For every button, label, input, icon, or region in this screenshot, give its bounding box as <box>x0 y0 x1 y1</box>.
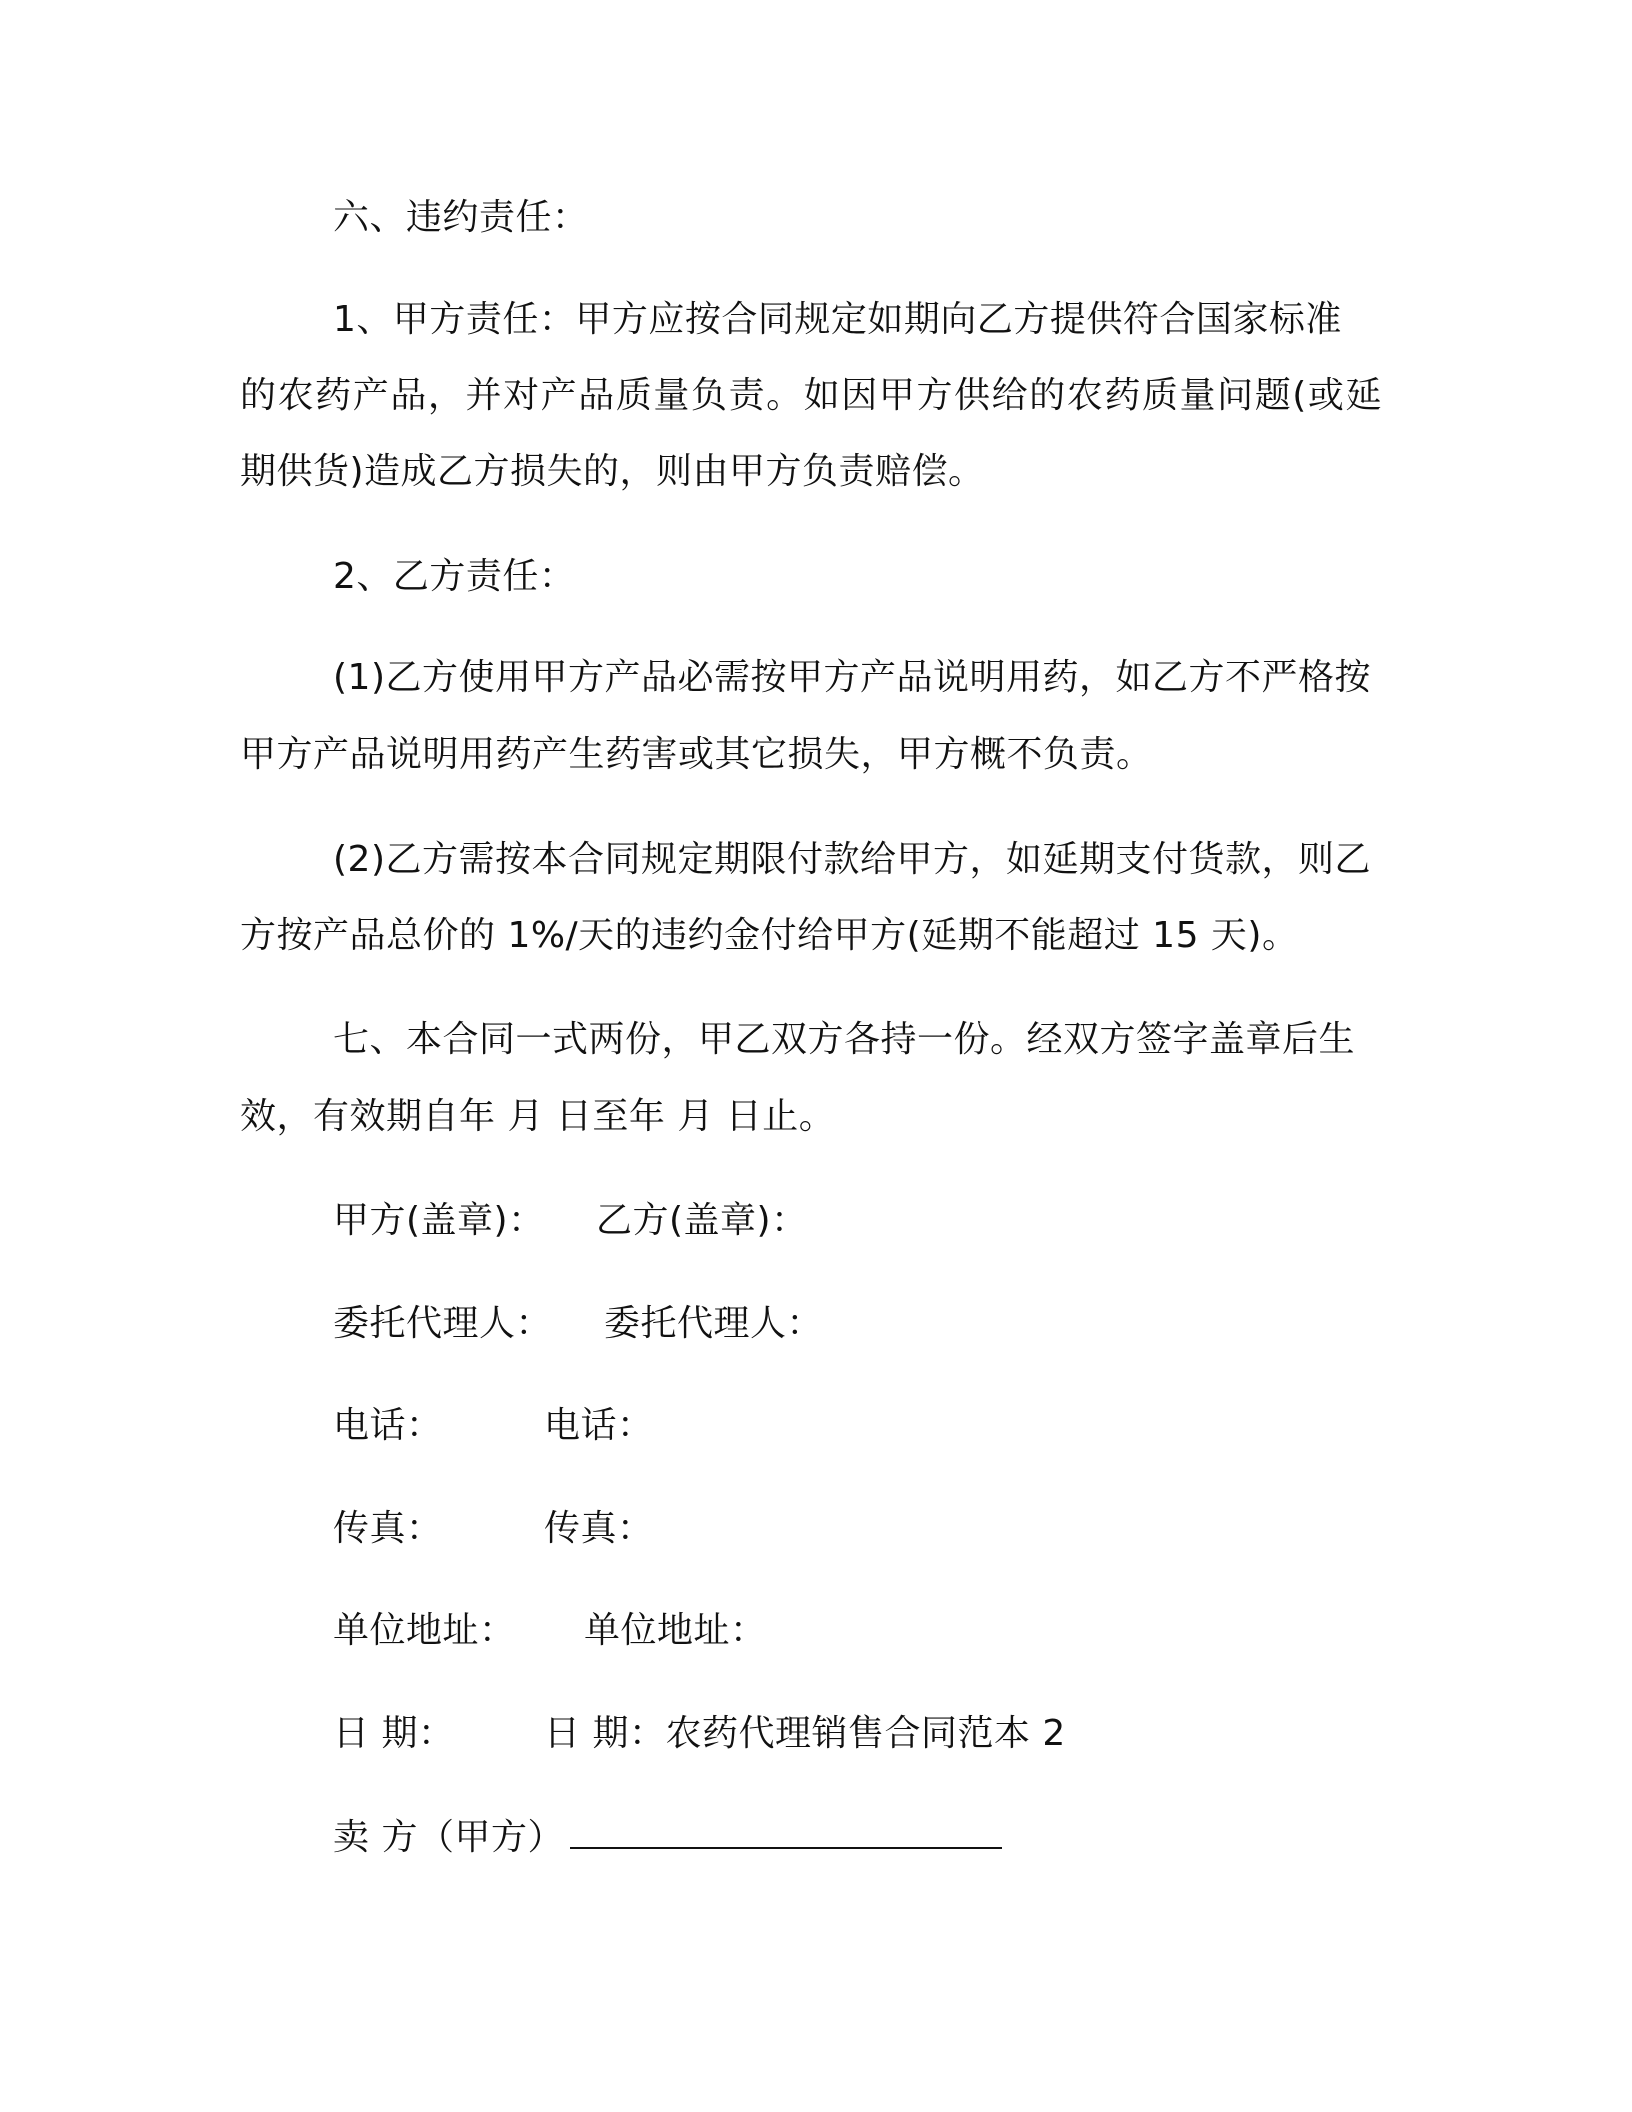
agent-b-label: 委托代理人： <box>604 1303 824 1344</box>
fax-a-label: 传真： <box>333 1508 443 1549</box>
section-seven-line-2: 效，有效期自年 月 日至年 月 日止。 <box>240 1096 836 1137</box>
date-a-label: 日 期： <box>333 1713 455 1754</box>
section-six-title: 六、违约责任： <box>333 197 589 238</box>
clause-2-title: 2、乙方责任： <box>333 556 576 597</box>
phone-b-label: 电话： <box>544 1405 654 1446</box>
clause-2-1-line-2: 甲方产品说明用药产生药害或其它损失，甲方概不负责。 <box>240 734 1153 775</box>
clause-2-2-line-2: 方按产品总价的 1%/天的违约金付给甲方(延期不能超过 15 天)。 <box>240 915 1299 956</box>
seller-line <box>333 1813 1002 1862</box>
clause-1-line-1: 1、甲方责任：甲方应按合同规定如期向乙方提供符合国家标准 <box>333 299 1342 340</box>
seller-label: 卖 方（甲方） <box>333 1817 564 1858</box>
clause-2-1-line-1: (1)乙方使用甲方产品必需按甲方产品说明用药，如乙方不严格按 <box>333 657 1371 698</box>
fax-b-label: 传真： <box>544 1508 654 1549</box>
address-b-label: 单位地址： <box>584 1610 767 1651</box>
party-b-seal-label: 乙方(盖章)： <box>596 1200 808 1241</box>
party-a-seal-label: 甲方(盖章)： <box>333 1200 545 1241</box>
clause-1-line-2: 的农药产品，并对产品质量负责。如因甲方供给的农药质量问题(或延 <box>240 375 1382 416</box>
date-b-label: 日 期：农药代理销售合同范本 2 <box>544 1713 1066 1754</box>
agent-a-label: 委托代理人： <box>333 1303 553 1344</box>
address-a-label: 单位地址： <box>333 1610 516 1651</box>
phone-a-label: 电话： <box>333 1405 443 1446</box>
clause-1-line-3: 期供货)造成乙方损失的，则由甲方负责赔偿。 <box>240 451 985 492</box>
clause-2-2-line-1: (2)乙方需按本合同规定期限付款给甲方，如延期支付货款，则乙 <box>333 839 1371 880</box>
section-seven-line-1: 七、本合同一式两份，甲乙双方各持一份。经双方签字盖章后生 <box>333 1019 1356 1060</box>
seller-blank-underline <box>570 1813 1002 1849</box>
